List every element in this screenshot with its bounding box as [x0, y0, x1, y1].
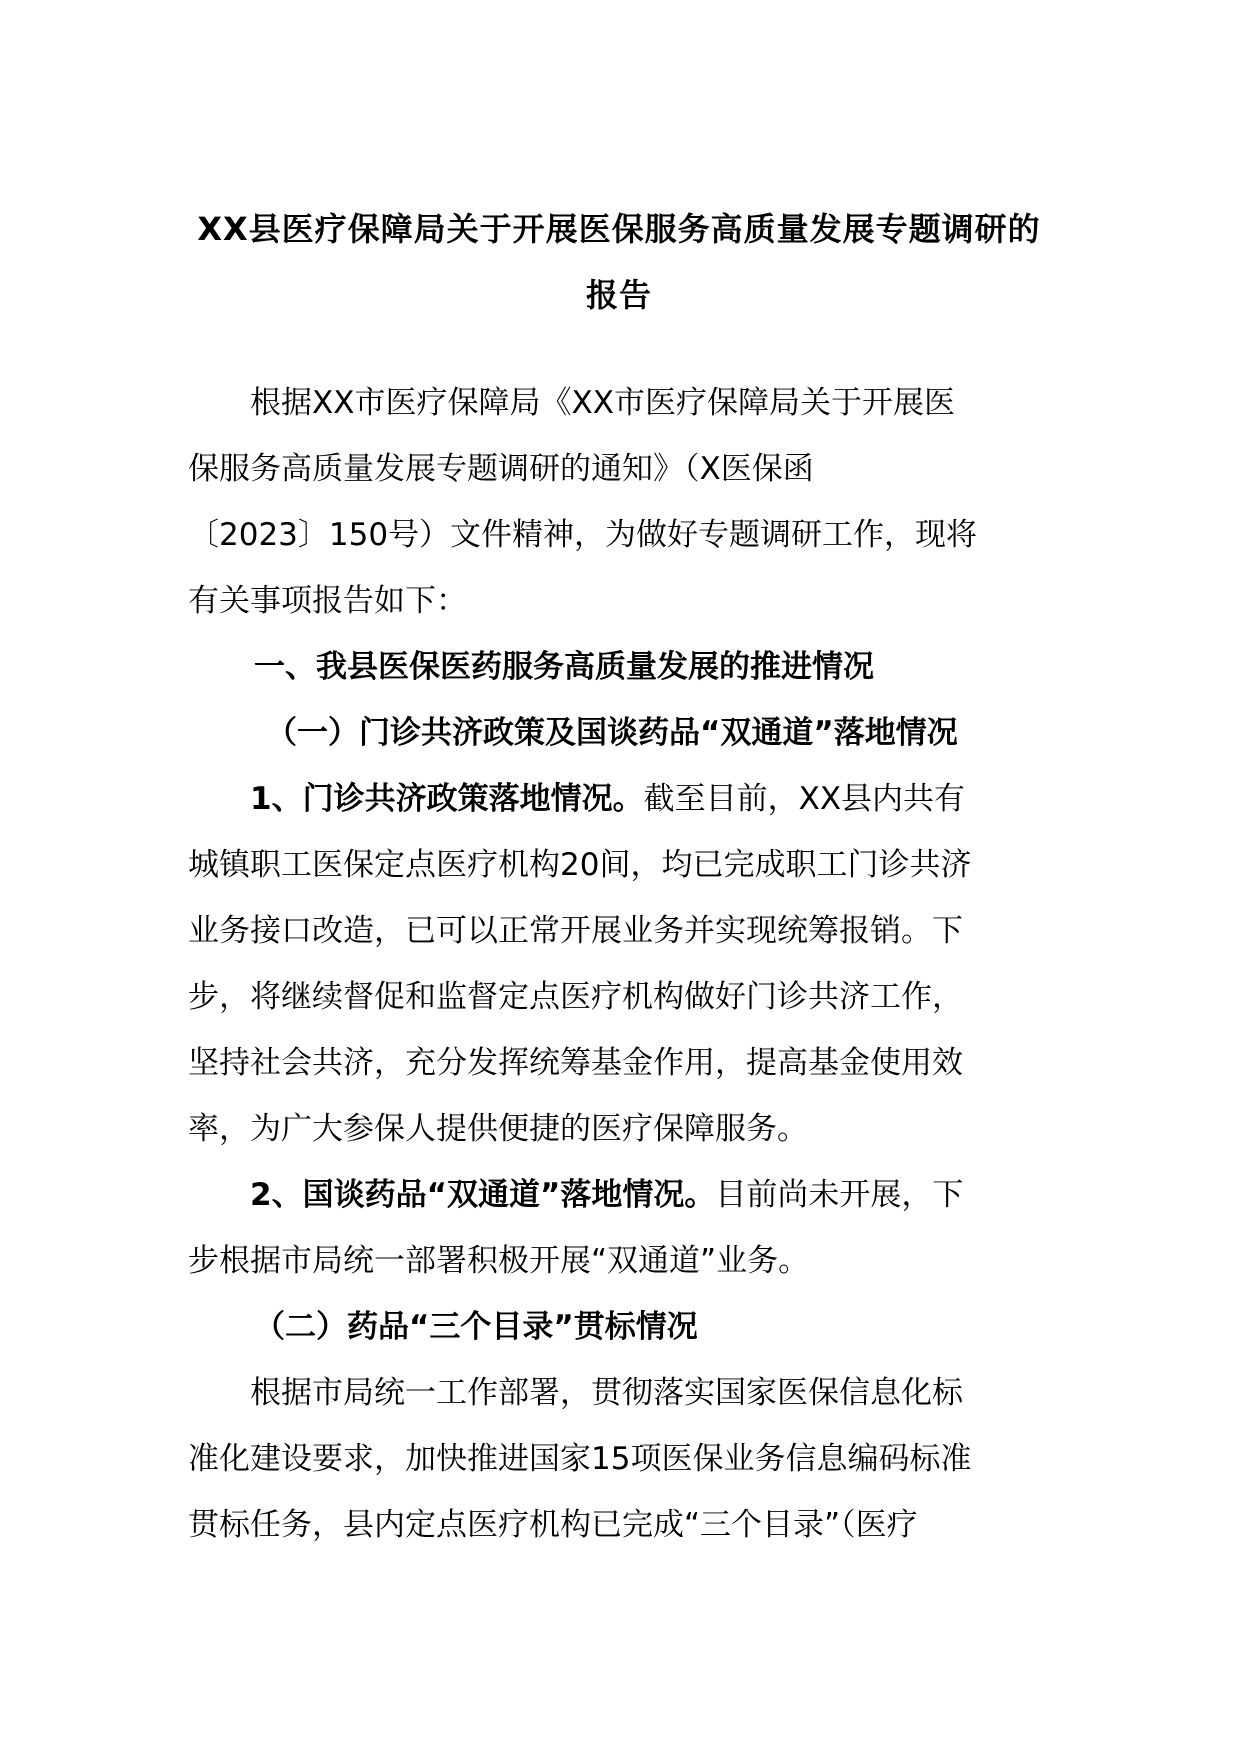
- item-2-line-2: 步根据市局统一部署积极开展“双通道”业务。: [188, 1243, 810, 1279]
- item-1-first-rest: 截至目前，XX县内共有: [643, 781, 966, 817]
- title-line-2: 报告: [585, 276, 652, 314]
- item-1-line-3: 业务接口改造，已可以正常开展业务并实现统筹报销。下: [188, 913, 963, 949]
- item-1-line-1: [188, 766, 1050, 832]
- subsection-2-heading: （二）药品“三个目录”贯标情况: [254, 1309, 698, 1345]
- section-1-heading: 一、我县医保医药服务高质量发展的推进情况: [254, 649, 874, 685]
- item-1-line-5: 坚持社会共济，充分发挥统筹基金作用，提高基金使用效: [188, 1045, 963, 1081]
- para-3-line-3: 贯标任务，县内定点医疗机构已完成“三个目录”（医疗: [188, 1507, 918, 1543]
- document-title: [188, 196, 1050, 328]
- intro-paragraph: [188, 370, 1050, 634]
- document-page: [188, 196, 1050, 1558]
- intro-line-3: 〔2023〕150号）文件精神，为做好专题调研工作，现将: [188, 517, 978, 553]
- para-3-line-1: 根据市局统一工作部署，贯彻落实国家医保信息化标: [250, 1375, 963, 1411]
- intro-line-1: 根据XX市医疗保障局《XX市医疗保障局关于开展医: [250, 385, 955, 421]
- item-2-first-rest: 目前尚未开展，下: [715, 1177, 964, 1213]
- item-2-paragraph: [188, 1162, 1050, 1294]
- subsection-1-heading: （一）门诊共济政策及国谈药品“双通道”落地情况: [266, 715, 958, 751]
- item-2-line-1: [188, 1162, 1050, 1228]
- title-line-1: XX县医疗保障局关于开展医保服务高质量发展专题调研的: [197, 210, 1041, 248]
- item-1-line-2: 城镇职工医保定点医疗机构20间，均已完成职工门诊共济: [188, 847, 972, 883]
- item-1-line-6: 率，为广大参保人提供便捷的医疗保障服务。: [188, 1111, 808, 1147]
- document-body: [188, 370, 1050, 1558]
- item-1-paragraph: [188, 766, 1050, 1162]
- intro-line-4: 有关事项报告如下：: [188, 583, 467, 619]
- intro-line-2: 保服务高质量发展专题调研的通知》（X医保函: [188, 451, 814, 487]
- paragraph-3: [188, 1360, 1050, 1558]
- item-1-line-4: 步，将继续督促和监督定点医疗机构做好门诊共济工作，: [188, 979, 963, 1015]
- para-3-line-2: 准化建设要求，加快推进国家15项医保业务信息编码标准: [188, 1441, 972, 1477]
- item-1-lead: 1、门诊共济政策落地情况。: [250, 781, 644, 817]
- item-2-lead: 2、国谈药品“双通道”落地情况。: [250, 1177, 716, 1213]
